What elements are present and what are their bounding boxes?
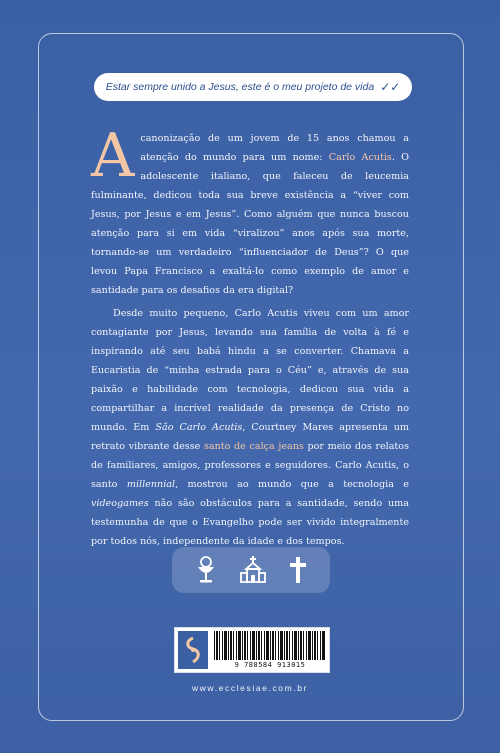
synopsis (91, 121, 409, 551)
barcode-box (174, 627, 330, 673)
icon-strip (172, 547, 330, 593)
barcode (214, 631, 326, 669)
publisher-url: www.ecclesiae.com.br (191, 683, 309, 693)
barcode-bars (214, 631, 326, 660)
double-check-icon: ✓✓ (380, 80, 401, 94)
synopsis-paragraph-2: Desde muito pequeno, Carlo Acutis viveu com um amor contagiante por Jesus, levando sua família de volta à fé e inspirando até seu babá hindu a se converter. Chamava a Eucaristia de “minha estrada para o Céu” e, através de sua paixão e habilidade com tecnologia, dedicou sua vida a compartilhar a incrível realidade da presença de Cristo no mundo. Em São Carlo Acutis, Courtney Mares apresenta um retrato vibrante desse santo de calça jeans por meio dos relatos de familiares, amigos, professores e seguidores. Carlo Acutis, o santo millennial, mostrou ao mundo que a tecnologia e videogames não são obstáculos para a santidade, sendo uma testemunha de que o Evangelho pode ser vivido integralmente por todos nós, independente da idade e dos tempos. (91, 308, 409, 547)
isbn-number: 9 788584 913015 (234, 661, 306, 669)
tagline-banner (94, 73, 412, 101)
tagline-text: Estar sempre unido a Jesus, este é o meu projeto de vida (105, 81, 375, 93)
highlight-name: Carlo Acutis (328, 152, 392, 163)
church-icon (238, 555, 268, 585)
cross-icon (287, 555, 309, 585)
book-title: São Carlo Acutis (155, 422, 243, 433)
publisher-logo (178, 631, 208, 669)
chalice-icon (193, 555, 219, 585)
drop-cap: A (91, 121, 135, 191)
synopsis-paragraph-1: Acanonização de um jovem de 15 anos chamou a atenção do mundo para um nome: Carlo Acutis. O adolescente italiano, que faleceu de leucemia fulminante, dedicou toda sua breve existência a “viver com Jesus, por Jesus e em Jesus”. Como alguém que nunca buscou atenção para si em vida “viralizou” anos após sua morte, tornando-se um verdadeiro “influenciador de Deus”? O que levou Papa Francisco a exaltá-lo como exemplo de amor e santidade para os desafios da era digital? (91, 121, 409, 296)
highlight-phrase: santo de calça jeans (203, 441, 304, 452)
